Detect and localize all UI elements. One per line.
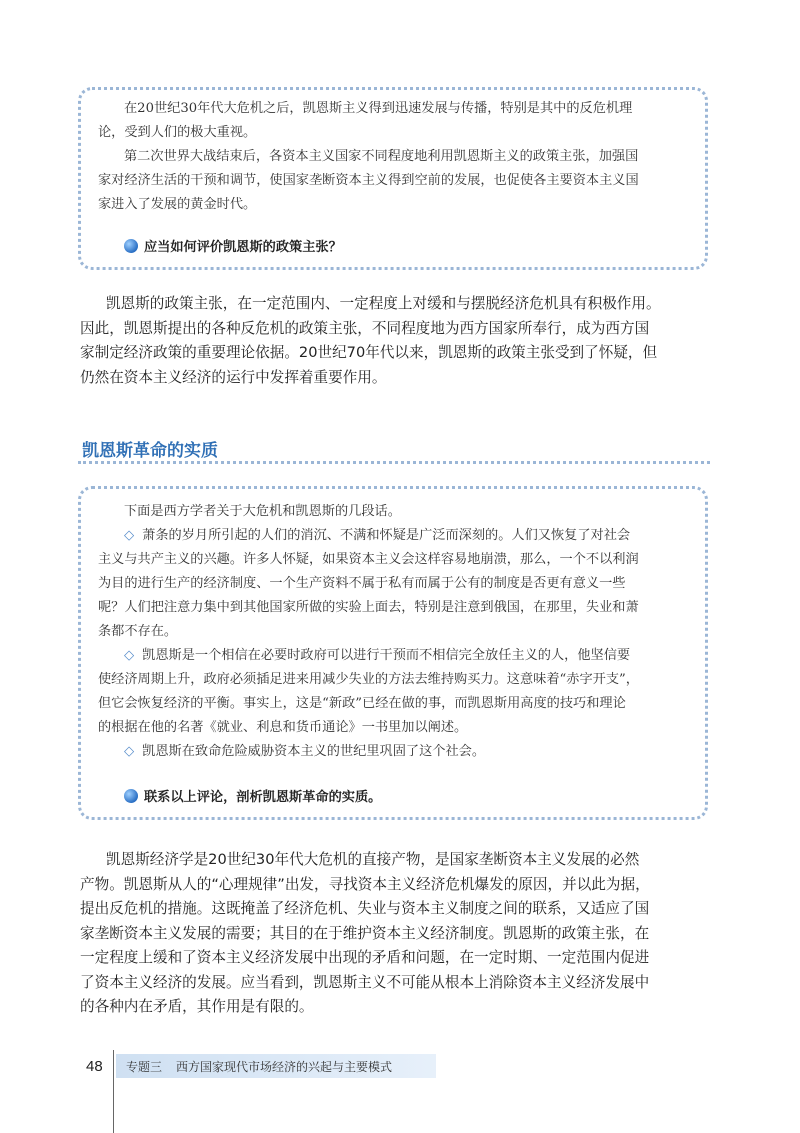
running-footer — [116, 1054, 436, 1078]
text-line: 一定程度上缓和了资本主义经济发展中出现的矛盾和问题，在一定时期、一定范围内促进 — [80, 949, 650, 966]
text-line: 提出反危机的措施。这既掩盖了经济危机、失业与资本主义制度之间的联系，又适应了国 — [80, 900, 650, 917]
text-line: 为目的进行生产的经济制度、一个生产资料不属于私有而属于公有的制度是否更有意义一些 — [98, 576, 626, 591]
text-line: 使经济周期上升，政府必须插足进来用减少失业的方法去维持购买力。这意味着“赤字开支”， — [98, 672, 639, 687]
footer-topic: 专题三 — [126, 1059, 163, 1074]
quote-2 — [98, 644, 639, 668]
text-line: 的各种内在矛盾，其作用是有限的。 — [80, 998, 314, 1015]
footer-topic-title: 西方国家现代市场经济的兴起与主要模式 — [176, 1059, 393, 1074]
text-line: 第二次世界大战结束后，各资本主义国家不同程度地利用凯恩斯主义的政策主张，加强国 — [124, 149, 639, 164]
diamond-bullet-icon: ◇ — [124, 528, 135, 543]
section-heading: 凯恩斯革命的实质 — [82, 441, 218, 461]
text-line: 因此，凯恩斯提出的各种反危机的政策主张，不同程度地为西方国家所奉行，成为西方国 — [80, 319, 650, 337]
text-line: 家对经济生活的干预和调节，使国家垄断资本主义得到空前的发展，也促使各主要资本主义国 — [98, 173, 639, 188]
text-line: 家垄断资本主义发展的需要；其目的在于维护资本主义经济制度。凯恩斯的政策主张，在 — [80, 924, 650, 942]
text-line: 产物。凯恩斯从人的“心理规律”出发，寻找资本主义经济危机爆发的原因，并以此为据， — [80, 875, 650, 893]
text-line: 凯恩斯是一个相信在必要时政府可以进行干预而不相信完全放任主义的人，他坚信要 — [142, 648, 631, 663]
text-line: 主义与共产主义的兴趣。许多人怀疑，如果资本主义会这样容易地崩溃，那么，一个不以利润 — [98, 552, 639, 567]
text-line: 凯恩斯在致命危险威胁资本主义的世纪里巩固了这个社会。 — [142, 744, 486, 759]
text-line: 凯恩斯的政策主张，在一定范围内、一定程度上对缓和与摆脱经济危机具有积极作用。 — [106, 295, 661, 312]
text-line: 家进入了发展的黄金时代。 — [98, 197, 257, 212]
page-number: 48 — [86, 1058, 103, 1075]
text-line: 条都不存在。 — [98, 624, 178, 639]
diamond-bullet-icon: ◇ — [124, 648, 135, 663]
footer-divider — [113, 1050, 114, 1133]
discussion-question-1 — [124, 236, 342, 255]
text-line: 但它会恢复经济的平衡。事实上，这是“新政”已经在做的事，而凯恩斯用高度的技巧和理论 — [98, 696, 626, 711]
globe-icon — [124, 789, 138, 803]
reading-box-2-text — [98, 500, 639, 764]
text-line: 家制定经济政策的重要理论依据。20世纪70年代以来，凯恩斯的政策主张受到了怀疑，但 — [80, 344, 658, 361]
discussion-question-2 — [124, 786, 381, 805]
text-line: 萧条的岁月所引起的人们的消沉、不满和怀疑是广泛而深刻的。人们又恢复了对社会 — [142, 528, 631, 543]
quote-1 — [98, 524, 639, 548]
diamond-bullet-icon: ◇ — [124, 744, 135, 759]
reading-box-1-text — [98, 97, 639, 217]
text-line: 仍然在资本主义经济的运行中发挥着重要作用。 — [80, 368, 387, 386]
body-paragraph-1 — [80, 292, 661, 390]
discussion-question-text: 应当如何评价凯恩斯的政策主张？ — [144, 240, 342, 255]
text-line: 凯恩斯经济学是20世纪30年代大危机的直接产物，是国家垄断资本主义发展的必然 — [106, 851, 640, 868]
text-line: 呢？人们把注意力集中到其他国家所做的实验上面去，特别是注意到俄国，在那里，失业和萧 — [98, 600, 639, 615]
text-line: 了资本主义经济的发展。应当看到，凯恩斯主义不可能从根本上消除资本主义经济发展中 — [80, 973, 650, 991]
text-line: 的根据在他的名著《就业、利息和货币通论》一书里加以阐述。 — [98, 720, 468, 735]
discussion-question-text: 联系以上评论，剖析凯恩斯革命的实质。 — [144, 790, 382, 805]
text-line: 在20世纪30年代大危机之后，凯恩斯主义得到迅速发展与传播，特别是其中的反危机理 — [124, 101, 633, 116]
quote-3 — [98, 740, 639, 764]
body-paragraph-2 — [80, 848, 650, 1020]
text-line: 论，受到人们的极大重视。 — [98, 125, 257, 140]
text-line: 下面是西方学者关于大危机和凯恩斯的几段话。 — [124, 504, 401, 519]
globe-icon — [124, 239, 138, 253]
heading-divider — [78, 461, 710, 464]
